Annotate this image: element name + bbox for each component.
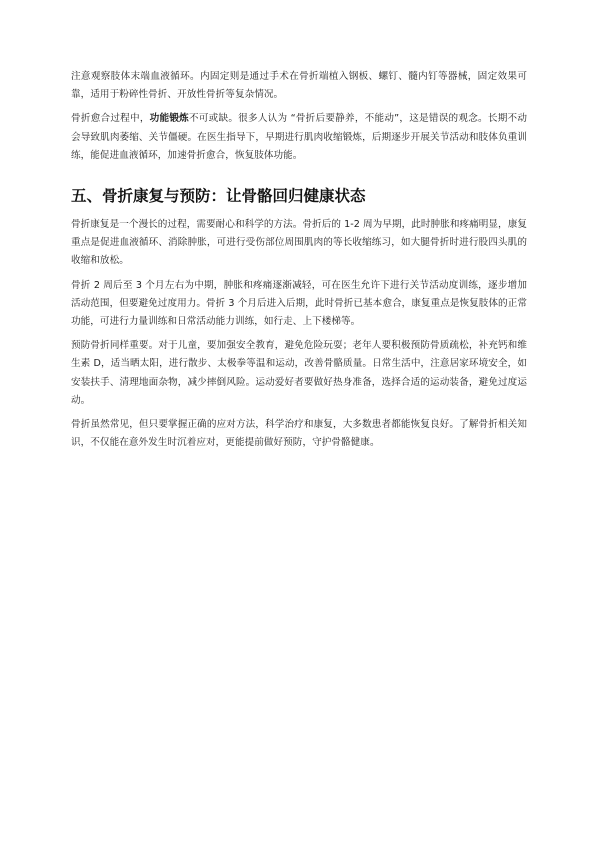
paragraph-functional-exercise xyxy=(71,110,527,165)
document-page xyxy=(71,68,527,452)
paragraph-rehab-mid-late: 骨折 2 周后至 3 个月左右为中期，肿胀和疼痛逐渐减轻，可在医生允许下进行关节活动度训练，逐步增加活动范围，但要避免过度用力。骨折 3 个月后进入后期，此时骨折已基本愈合，康复重点是恢复肢体的正常功能，可进行力量训练和日常活动能力训练，如行走、上下楼梯等。 xyxy=(71,279,527,328)
section-heading-rehab-prevention: 五、骨折康复与预防：让骨骼回归健康状态 xyxy=(71,187,366,206)
bold-keyword-functional-exercise: 功能锻炼 xyxy=(149,113,190,125)
paragraph-rehab-early: 骨折康复是一个漫长的过程，需要耐心和科学的方法。骨折后的 1-2 周为早期，此时肿胀和疼痛明显，康复重点是促进血液循环、消除肿胀，可进行受伤部位周围肌肉的等长收缩练习，如大腿骨折时进行股四头肌的收缩和放松。 xyxy=(71,219,527,267)
paragraph-functional-exercise-suffix: 不可或缺。很多人认为 “骨折后要静养，不能动”，这是错误的观念。长期不动会导致肌肉萎缩、关节僵硬。在医生指导下，早期进行肌肉收缩锻炼，后期逐步开展关节活动和肢体负重训练，能促进血液循环，加速骨折愈合，恢复肢体功能。 xyxy=(71,113,528,161)
paragraph-prevention: 预防骨折同样重要。对于儿童，要加强安全教育，避免危险玩耍；老年人要积极预防骨质疏松，补充钙和维生素 D，适当晒太阳，进行散步、太极拳等温和运动，改善骨骼质量。日常生活中，注意居家环境安全，如安装扶手、清理地面杂物，减少摔倒风险。运动爱好者要做好热身准备，选择合适的运动装备，避免过度运动。 xyxy=(71,340,527,406)
paragraph-conclusion: 骨折虽然常见，但只要掌握正确的应对方法，科学治疗和康复，大多数患者都能恢复良好。了解骨折相关知识，不仅能在意外发生时沉着应对，更能提前做好预防，守护骨骼健康。 xyxy=(71,419,527,449)
paragraph-internal-fixation: 注意观察肢体末端血液循环。内固定则是通过手术在骨折端植入钢板、螺钉、髓内钉等器械，固定效果可靠，适用于粉碎性骨折、开放性骨折等复杂情况。 xyxy=(71,71,527,101)
paragraph-functional-exercise-prefix: 骨折愈合过程中， xyxy=(71,113,150,125)
